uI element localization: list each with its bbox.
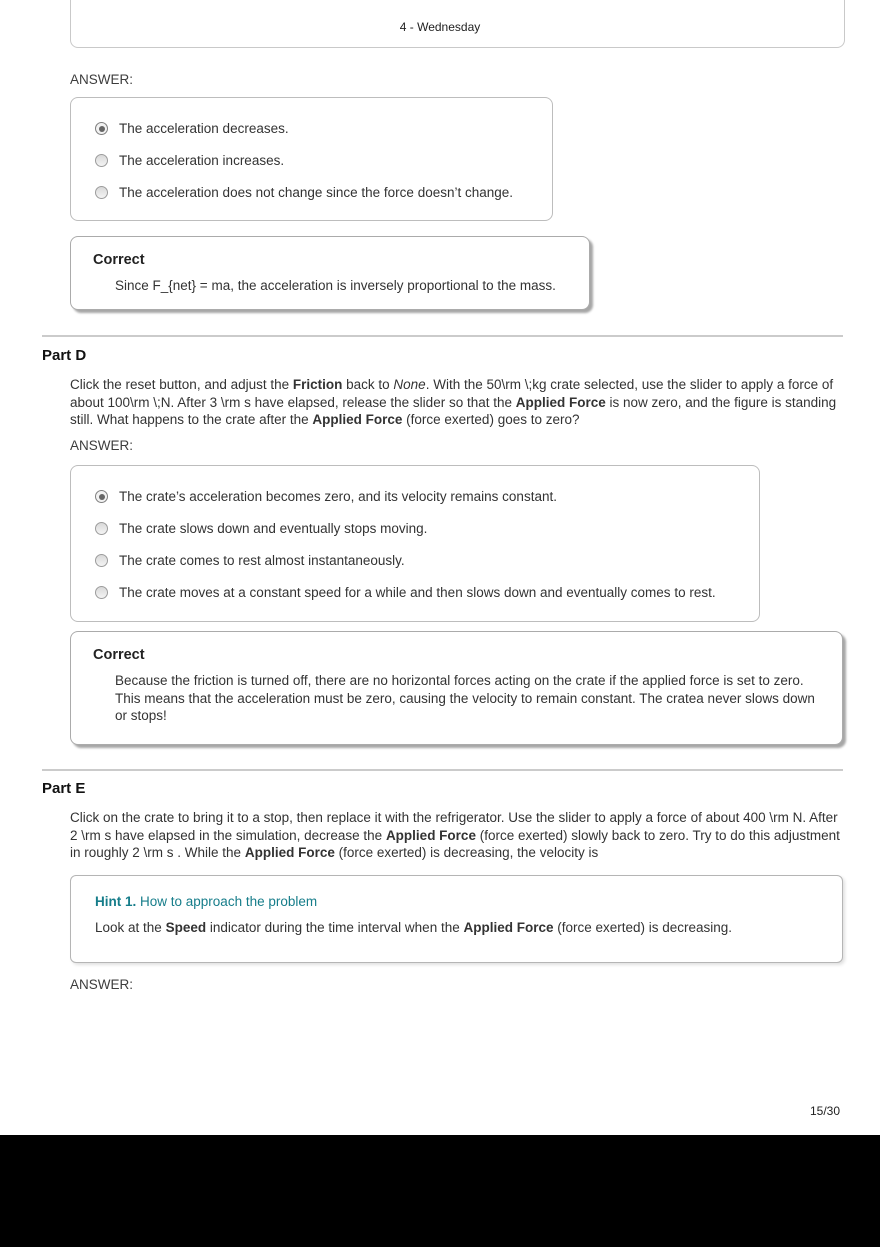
hint-title[interactable]: Hint 1. How to approach the problem — [95, 894, 318, 909]
hint-box — [70, 875, 843, 963]
part-separator — [42, 769, 843, 771]
radio-option[interactable] — [71, 512, 759, 544]
radio-icon[interactable] — [95, 186, 108, 199]
part-e-title: Part E — [42, 780, 86, 797]
radio-option[interactable] — [71, 176, 552, 208]
radio-icon[interactable] — [95, 586, 108, 599]
radio-icon[interactable] — [95, 154, 108, 167]
option-label: The acceleration does not change since the force doesn’t change. — [119, 184, 514, 200]
option-label: The crate slows down and eventually stops moving. — [119, 520, 428, 536]
part-d-option-group — [70, 465, 760, 622]
option-label: The acceleration decreases. — [119, 120, 289, 136]
radio-icon[interactable] — [95, 522, 108, 535]
part-e-question: Click on the crate to bring it to a stop, then replace it with the refrigerator. Use the slider to apply a force of about 400 \rm N. After 2 \rm s have elapsed in the simulation, decrease the Applied Force (force exerted) slowly back to zero. Try to do this adjustment in roughly 2 \rm s . While the Applied Force (force exerted) is decreasing, the velocity is — [70, 810, 840, 860]
feedback-title: Correct — [93, 252, 145, 268]
radio-option[interactable] — [71, 544, 759, 576]
radio-option[interactable] — [71, 112, 552, 144]
answer-label: ANSWER: — [70, 977, 134, 992]
radio-option[interactable] — [71, 144, 552, 176]
part-c-option-group — [70, 97, 553, 221]
viewer-background-band — [0, 1135, 880, 1247]
truncated-input-box — [70, 0, 845, 48]
radio-option[interactable] — [71, 576, 759, 608]
feedback-text: Because the friction is turned off, there are no horizontal forces acting on the crate if the applied force is set to zero. This means that the acceleration must be zero, causing the velocity to remain constant. The cratea never slows down or stops! — [115, 673, 815, 723]
radio-option[interactable] — [71, 480, 759, 512]
part-d-question: Click the reset button, and adjust the Friction back to None. With the 50\rm \;kg crate selected, use the slider to apply a force of about 100\rm \;N. After 3 \rm s have elapsed, release the slider so that the Applied Force is now zero, and the figure is standing still. What happens to the crate after the Applied Force (force exerted) goes to zero? — [70, 377, 837, 427]
feedback-text: Since F_{net} = ma, the acceleration is inversely proportional to the mass. — [115, 278, 556, 293]
option-label: The crate comes to rest almost instantaneously. — [119, 552, 405, 568]
correct-feedback-box — [70, 236, 590, 310]
option-label: The crate moves at a constant speed for a while and then slows down and eventually comes to rest. — [119, 584, 716, 600]
option-label: The acceleration increases. — [119, 152, 285, 168]
radio-selected-icon[interactable] — [95, 122, 108, 135]
hint-text: Look at the Speed indicator during the time interval when the Applied Force (force exerted) is decreasing. — [95, 920, 733, 935]
part-d-title: Part D — [42, 347, 87, 364]
page-header: 4 - Wednesday — [399, 20, 481, 34]
part-separator — [42, 335, 843, 337]
answer-label: ANSWER: — [70, 438, 134, 453]
feedback-title: Correct — [93, 647, 145, 663]
page-number: 15/30 — [809, 1104, 840, 1118]
radio-selected-icon[interactable] — [95, 490, 108, 503]
radio-icon[interactable] — [95, 554, 108, 567]
correct-feedback-box — [70, 631, 843, 745]
answer-label: ANSWER: — [70, 72, 134, 87]
option-label: The crate’s acceleration becomes zero, and its velocity remains constant. — [119, 488, 557, 504]
